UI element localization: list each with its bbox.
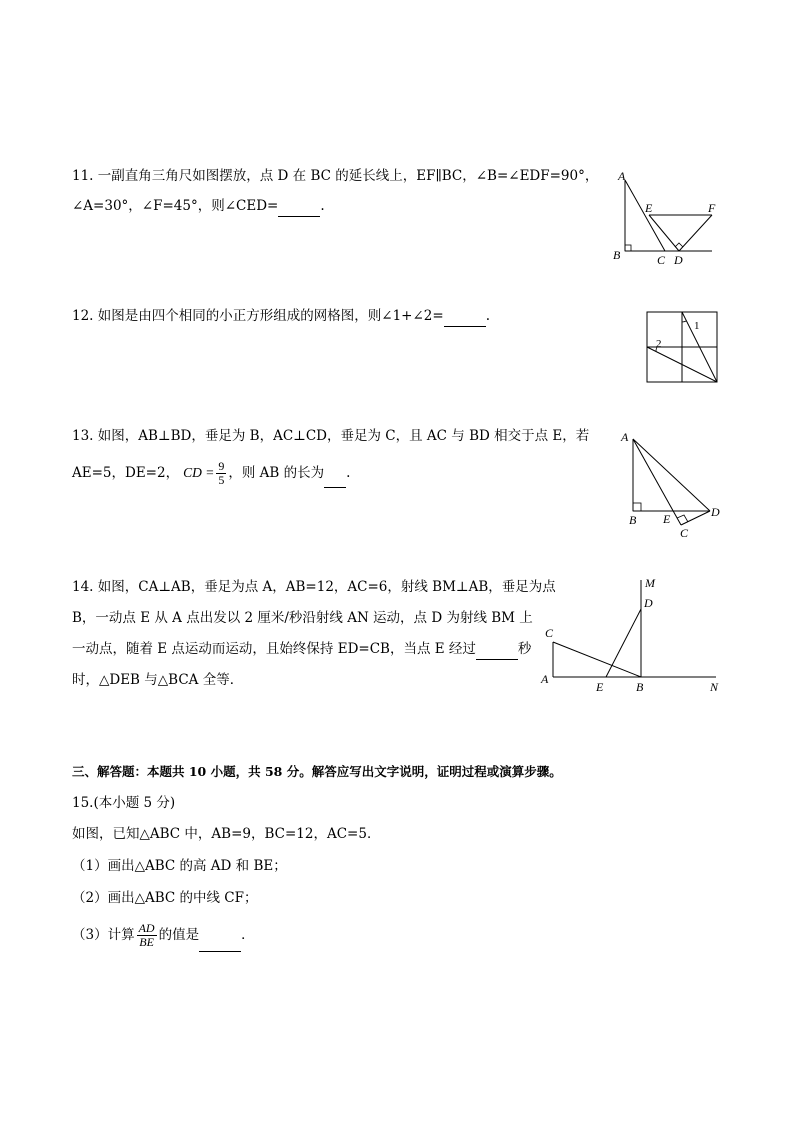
q13-figure <box>615 425 725 540</box>
q15-part3-a: （3）计算 <box>72 927 135 943</box>
q14-label-N: N <box>710 680 719 694</box>
q11-end: . <box>320 198 325 214</box>
q15-part1: （1）画出△ABC 的高 AD 和 BE； <box>72 858 287 874</box>
q15-end: ． <box>241 927 255 943</box>
q13-line1: 13. 如图，AB⊥BD，垂足为 B，AC⊥CD，垂足为 C，且 AC 与 BD 相交于点 E，若 <box>72 428 590 444</box>
q12-end: . <box>485 308 490 324</box>
answer-blank[interactable] <box>324 459 346 488</box>
q12-figure <box>645 310 721 386</box>
q12-text: 12. 如图是由四个相同的小正方形组成的网格图，则∠1+∠2= <box>72 308 444 324</box>
q15-fraction-denominator: BE <box>139 935 154 949</box>
q14-label-B: B <box>636 680 644 694</box>
q14-label-E: E <box>596 680 604 694</box>
q12-angle2-label: 2 <box>656 338 662 350</box>
q13-cd-prefix: CD = <box>183 465 215 480</box>
q14-line3 <box>72 639 531 660</box>
q14-line4: 时，△DEB 与△BCA 全等． <box>72 672 244 688</box>
q14-label-M: M <box>645 576 655 590</box>
q14-line3-b: 秒 <box>517 641 532 657</box>
q11-line1: 11. 一副直角三角尺如图摆放，点 D 在 BC 的延长线上，EF∥BC，∠B=∠EDF=90°， <box>72 168 599 184</box>
q13-label-C: C <box>680 526 689 540</box>
answer-blank[interactable] <box>476 639 518 660</box>
q14-line2: B，一动点 E 从 A 点出发以 2 厘米/秒沿射线 AN 运动，点 D 为射线 BM 上 <box>72 610 533 626</box>
q15-fraction <box>137 922 157 949</box>
q11-label-E: E <box>645 201 653 215</box>
q13-line2-a: AE=5，DE=2， <box>72 465 180 481</box>
q14-label-A: A <box>541 672 549 686</box>
q13-cd-denominator: 5 <box>218 473 225 487</box>
q13-end: . <box>346 465 351 481</box>
q13-cd-fraction <box>216 460 226 487</box>
q13-label-B: B <box>629 513 637 527</box>
q11-label-C: C <box>657 253 666 267</box>
q14-line1: 14. 如图，CA⊥AB，垂足为点 A，AB=12，AC=6，射线 BM⊥AB，垂足为点 <box>72 579 556 595</box>
q14-line3-a: 一动点，随着 E 点运动而运动，且始终保持 ED=CB，当点 E 经过 <box>72 641 476 657</box>
q15-fraction-numerator: AD <box>138 921 155 935</box>
answer-blank[interactable] <box>278 196 320 217</box>
q11-figure <box>612 168 722 268</box>
q11-label-F: F <box>708 201 716 215</box>
q14-figure <box>538 575 728 695</box>
answer-blank[interactable] <box>199 919 241 952</box>
q11-line2 <box>72 196 325 217</box>
q14-label-D: D <box>644 596 653 610</box>
section3-heading: 三、解答题：本题共 10 小题，共 58 分。解答应写出文字说明，证明过程或演算步骤。 <box>72 764 562 779</box>
q13-line2 <box>72 459 350 488</box>
q11-label-B: B <box>613 248 621 262</box>
q13-label-E: E <box>663 512 671 526</box>
q13-cd-numerator: 9 <box>218 459 225 473</box>
q14-label-C: C <box>545 626 554 640</box>
answer-blank[interactable] <box>444 306 486 327</box>
q12-line <box>72 306 490 327</box>
q13-line2-b: ，则 AB 的长为 <box>228 465 325 481</box>
q15-part3 <box>72 919 255 952</box>
q15-part3-b: 的值是 <box>158 927 200 943</box>
q11-label-D: D <box>674 253 683 267</box>
q15-stem: 如图，已知△ABC 中，AB=9，BC=12，AC=5． <box>72 826 381 842</box>
q12-angle1-label: 1 <box>694 320 700 332</box>
q15-title: 15.(本小题 5 分) <box>72 795 176 811</box>
q11-label-A: A <box>618 169 626 183</box>
q13-label-D: D <box>711 505 720 519</box>
q13-label-A: A <box>621 430 629 444</box>
q15-part2: （2）画出△ABC 的中线 CF； <box>72 890 258 906</box>
q11-line2-text: ∠A=30°，∠F=45°，则∠CED= <box>72 198 279 214</box>
